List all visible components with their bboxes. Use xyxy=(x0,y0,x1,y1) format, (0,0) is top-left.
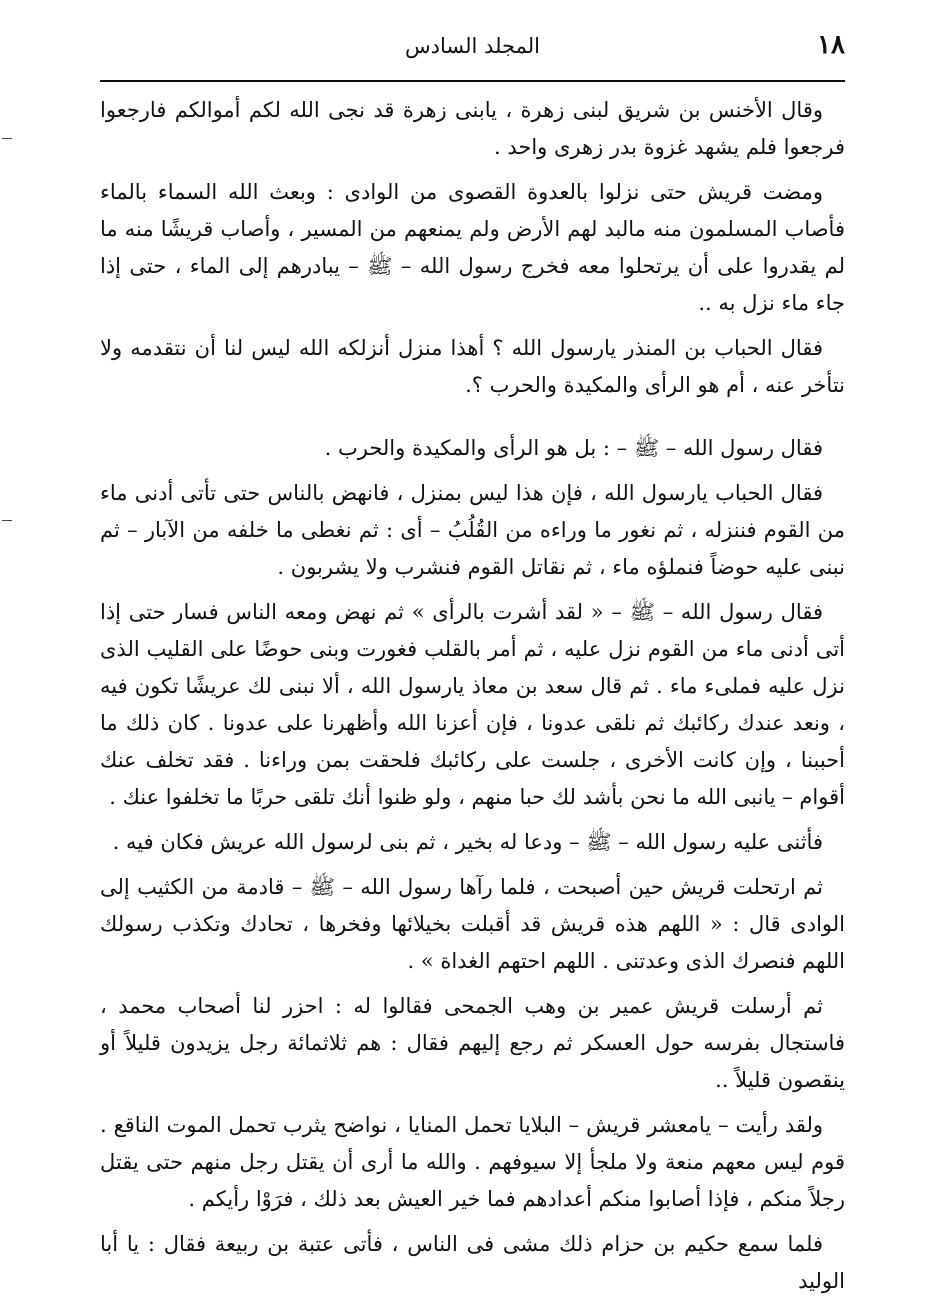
paragraph: فقال الحباب يارسول الله ، فإن هذا ليس بمنزل ، فانهض بالناس حتى تأتى أدنى ماء من القوم فننزله ، ثم نغور ما وراءه من القُلُبُ – أى : ثم نغطى ما خلفه من الآبار – ثم نبنى عليه حوضاً فنملؤه ماء ، ثم نقاتل القوم فنشرب ولا يشربون . xyxy=(100,481,845,579)
page-header xyxy=(100,22,845,82)
paragraph: فقال رسول الله – ﷺ – : بل هو الرأى والمكيدة والحرب . xyxy=(324,436,823,460)
margin-mark xyxy=(2,138,12,139)
paragraph: فلما سمع حكيم بن حزام ذلك مشى فى الناس ، فأتى عتبة بن ربيعة فقال : يا أبا الوليد xyxy=(100,1232,845,1293)
paragraph: ثم أرسلت قريش عمير بن وهب الجمحى فقالوا له : احزر لنا أصحاب محمد ، فاستجال بفرسه حول العسكر ثم رجع إليهم فقال : هم ثلاثمائة رجل يزيدون قليلاً أو ينقصون قليلاً .. xyxy=(100,994,845,1092)
paragraph: ومضت قريش حتى نزلوا بالعدوة القصوى من الوادى : وبعث الله السماء بالماء فأصاب المسلمون منه مالبد لهم الأرض ولم يمنعهم من المسير ، وأصاب قريشًا منه ما لم يقدروا على أن يرتحلوا معه فخرج رسول الله – ﷺ – يبادرهم إلى الماء ، حتى إذا جاء ماء نزل به .. xyxy=(100,180,845,315)
paragraph: ولقد رأيت – يامعشر قريش – البلايا تحمل المنايا ، نواضح يثرب تحمل الموت الناقع . قوم ليس معهم منعة ولا ملجأ إلا سيوفهم . والله ما أرى أن يقتل رجل منهم حتى يقتل رجلاً منكم ، فإذا أصابوا منكم أعدادهم فما خير العيش بعد ذلك ، فرَوْا رأيكم . xyxy=(100,1113,845,1211)
paragraph: وقال الأخنس بن شريق لبنى زهرة ، يابنى زهرة قد نجى الله لكم أموالكم فارجعوا فرجعوا فلم يشهد غزوة بدر زهرى واحد . xyxy=(100,98,845,159)
paragraph: فقال الحباب بن المنذر يارسول الله ؟ أهذا منزل أنزلكه الله ليس لنا أن نتقدمه ولا نتأخر عنه ، أم هو الرأى والمكيدة والحرب ؟. xyxy=(100,336,845,397)
main-text xyxy=(100,92,845,1308)
running-title: المجلد السادس xyxy=(405,34,540,58)
paragraph: ثم ارتحلت قريش حين أصبحت ، فلما رآها رسول الله – ﷺ – قادمة من الكثيب إلى الوادى قال : « اللهم هذه قريش قد أقبلت بخيلائها وفخرها ، تحادك وتكذب رسولك اللهم فنصرك الذى وعدتنى . اللهم احتهم الغداة » . xyxy=(100,875,845,973)
margin-mark xyxy=(2,520,12,521)
paragraph: فأثنى عليه رسول الله – ﷺ – ودعا له بخير ، ثم بنى لرسول الله عريش فكان فيه . xyxy=(112,830,823,854)
header-divider xyxy=(100,80,845,82)
paragraph: فقال رسول الله – ﷺ – « لقد أشرت بالرأى » ثم نهض ومعه الناس فسار حتى إذا أتى أدنى ماء من القوم نزل عليه ، ثم أمر بالقلب فغورت وبنى حوضًا على القليب الذى نزل عليه فملىء ماء . ثم قال سعد بن معاذ يارسول الله ، ألا نبنى لك عريشًا تكون فيه ، ونعد عندك ركائبك ثم نلقى عدونا ، فإن أعزنا الله وأظهرنا على عدونا . كان ذلك ما أحببنا ، وإن كانت الأخرى ، جلست على ركائبك فلحقت بمن وراءنا . فقد تخلف عنك أقوام – يانبى الله ما نحن بأشد لك حبا منهم ، ولو ظنوا أنك تلقى حربًا ما تخلفوا عنك . xyxy=(100,600,845,809)
page-number: ١٨ xyxy=(817,30,845,60)
